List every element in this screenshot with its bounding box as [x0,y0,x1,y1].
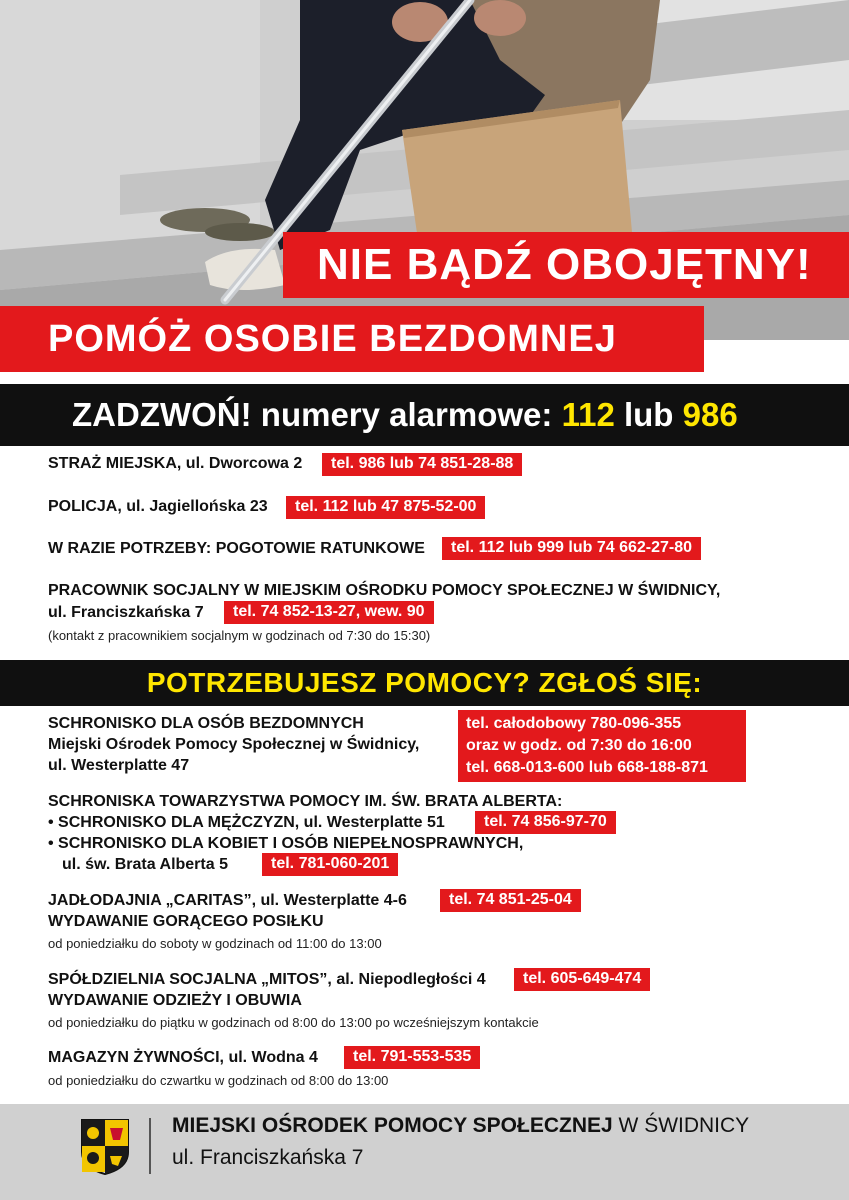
footer-organization [172,1114,749,1138]
albert-women-address: ul. św. Brata Alberta 5 [62,856,228,873]
food-hours: od poniedziałku do czwartku w godzinach od 8:00 do 13:00 [48,1073,389,1088]
contact-social-worker-tel: tel. 74 852-13-27, wew. 90 [224,601,434,624]
alarm-number-986: 986 [682,396,738,433]
caritas-title: JADŁODAJNIA „CARITAS”, ul. Westerplatte 4-6 [48,892,407,909]
shelter-tel-block [458,710,746,782]
alarm-or: lub [614,396,683,433]
contact-social-worker-note: (kontakt z pracownikiem socjalnym w godzinach od 7:30 do 15:30) [48,628,431,643]
shelter-org: Miejski Ośrodek Pomocy Społecznej w Świdnicy, [48,736,420,753]
shelter-title: SCHRONISKO DLA OSÓB BEZDOMNYCH [48,715,364,732]
footer [0,1104,849,1200]
contact-police-tel: tel. 112 lub 47 875-52-00 [286,496,485,519]
headline-help-homeless: POMÓŻ OSOBIE BEZDOMNEJ [0,306,704,372]
shelter-address: ul. Westerplatte 47 [48,757,190,774]
contact-social-worker-address: ul. Franciszkańska 7 [48,604,204,621]
alarm-numbers-band [0,384,849,446]
contact-social-worker-label: PRACOWNIK SOCJALNY W MIEJSKIM OŚRODKU POMOCY SPOŁECZNEJ W ŚWIDNICY, [48,582,721,599]
shelter-tel-hours: oraz w godz. od 7:30 do 16:00 [466,737,692,754]
contact-city-guard-tel: tel. 986 lub 74 851-28-88 [322,453,522,476]
albert-men-shelter: • SCHRONISKO DLA MĘŻCZYZN, ul. Westerplatte 51 [48,814,445,831]
shelter-tel-extra: tel. 668-013-600 lub 668-188-871 [466,759,708,776]
contact-ambulance-label: W RAZIE POTRZEBY: POGOTOWIE RATUNKOWE [48,540,425,557]
footer-org-bold: MIEJSKI OŚRODEK POMOCY SPOŁECZNEJ [172,1114,613,1137]
albert-women-shelter: • SCHRONISKO DLA KOBIET I OSÓB NIEPEŁNOSPRAWNYCH, [48,835,524,852]
headline-dont-be-indifferent: NIE BĄDŹ OBOJĘTNY! [283,232,849,298]
alarm-number-112: 112 [561,396,615,433]
contact-police-label: POLICJA, ul. Jagiellońska 23 [48,498,268,515]
alarm-prefix: ZADZWOŃ! numery alarmowe: [72,396,562,433]
caritas-tel: tel. 74 851-25-04 [440,889,581,912]
albert-men-tel: tel. 74 856-97-70 [475,811,616,834]
albert-women-tel: tel. 781-060-201 [262,853,398,876]
mitos-hours: od poniedziałku do piątku w godzinach od 8:00 do 13:00 po wcześniejszym kontakcie [48,1015,539,1030]
mitos-service: WYDAWANIE ODZIEŻY I OBUWIA [48,992,302,1009]
help-header-band: POTRZEBUJESZ POMOCY? ZGŁOŚ SIĘ: [0,660,849,706]
footer-divider [149,1118,151,1174]
shelter-tel-24h: tel. całodobowy 780-096-355 [466,715,682,732]
food-title: MAGAZYN ŻYWNOŚCI, ul. Wodna 4 [48,1049,318,1066]
footer-org-city: W ŚWIDNICY [612,1114,750,1137]
contact-city-guard-label: STRAŻ MIEJSKA, ul. Dworcowa 2 [48,455,303,472]
mitos-tel: tel. 605-649-474 [514,968,650,991]
albert-title: SCHRONISKA TOWARZYSTWA POMOCY IM. ŚW. BRATA ALBERTA: [48,793,563,810]
food-tel: tel. 791-553-535 [344,1046,480,1069]
footer-address: ul. Franciszkańska 7 [172,1146,364,1169]
city-crest-icon [80,1118,130,1176]
caritas-hours: od poniedziałku do soboty w godzinach od 11:00 do 13:00 [48,936,382,951]
caritas-service: WYDAWANIE GORĄCEGO POSIŁKU [48,913,324,930]
contact-ambulance-tel: tel. 112 lub 999 lub 74 662-27-80 [442,537,701,560]
mitos-title: SPÓŁDZIELNIA SOCJALNA „MITOS”, al. Niepodległości 4 [48,971,486,988]
